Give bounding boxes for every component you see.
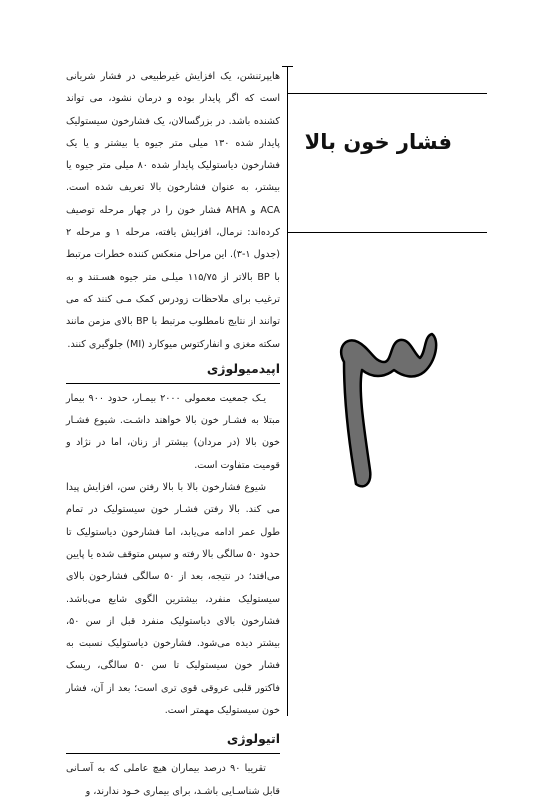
title-rule-bottom: [287, 232, 487, 233]
epidemiology-heading: اپیدمیولوژی: [206, 360, 280, 376]
chapter-numeral-glyph: [341, 334, 436, 486]
etiology-heading: اتیولوژی: [226, 731, 280, 747]
top-tick: [282, 66, 293, 67]
epidemiology-paragraph-2: شیوع فشارخون بالا با بالا رفتن سن، افزایش پیدا می کند. بالا رفتن فشـار خون سیستولیک در تمام طول عمر ادامه می‌یابد، اما فشارخون دیاستولیک تا حدود ۵۰ سالگی بالا رفته و سپس متوقف شده یا پایین می‌افتد؛ در نتیجه، بعد از ۵۰ سالگی فشارخون بالای سیستولیک منفرد، بیشترین الگوی شایع می‌باشد. فشارخون بالای دیاستولیک منفرد قبل از سن ۵۰، بیشتر دیده می‌شود. فشارخون دیاستولیک نسبت به فشار خون سیستولیک تا سن ۵۰ سالگی، ریسک فاکتور قلبی عروقی قوی تری است؛ بعد از آن، فشار خون سیستولیک مهمتر است.: [66, 482, 280, 717]
epidemiology-underline: [66, 383, 280, 384]
epidemiology-paragraph-1: یـک جمعیت معمولی ۲۰۰۰ بیمـار، حدود ۹۰۰ بیمار مبتلا به فشـار خون بالا خواهند داشـت. شیوع فشـار خون بالا (در مردان) بیشتر از زنان، اما در نژاد و قومیت متفاوت است.: [66, 392, 280, 471]
chapter-number-graphic: [318, 318, 438, 498]
intro-paragraph: هایپرتنشن، یک افزایش غیرطبیعی در فشار شریانی است که اگر پایدار بوده و درمان نشود، می تواند کشنده باشد. در بزرگسالان، یک فشارخون سیستولیک پایدار شده ۱۳۰ میلی متر جیوه یا بیشتر و یا یک فشارخون دیاستولیک پایدار شده ۸۰ میلی متر جیوه یا بیشتر، به عنوان فشارخون بالا تعریف شده است. ACA و AHA فشار خون را در چهار مرحله توصیف کرده‌اند: نرمال، افزایش یافته، مرحله ۱ و مرحله ۲ (جدول ۱-۳). این مراحل منعکس کننده خطرات مرتبط با BP بالاتر از ۱۱۵/۷۵ میلـی متر جیوه هسـتند و به ترغیب برای ملاحظات زودرس کمک مـی کنند که می توانند از نتایج نامطلوب مرتبط با BP بالای مزمن مانند سکته مغزی و انفارکتوس میوکارد (MI) جلوگیری کنند.: [66, 71, 280, 350]
etiology-underline: [66, 753, 280, 754]
title-rule-top: [287, 93, 487, 94]
chapter-number: [318, 318, 438, 498]
vertical-rule: [287, 66, 288, 716]
etiology-paragraph-1: تقریبا ۹۰ درصد بیماران هیچ عاملی که به آسـانی قابل شناسـایی باشـد، برای بیماری خـود ندارند، و: [66, 763, 280, 797]
chapter-title: فشار خون بالا: [304, 130, 452, 154]
body-text-column: [66, 66, 280, 803]
